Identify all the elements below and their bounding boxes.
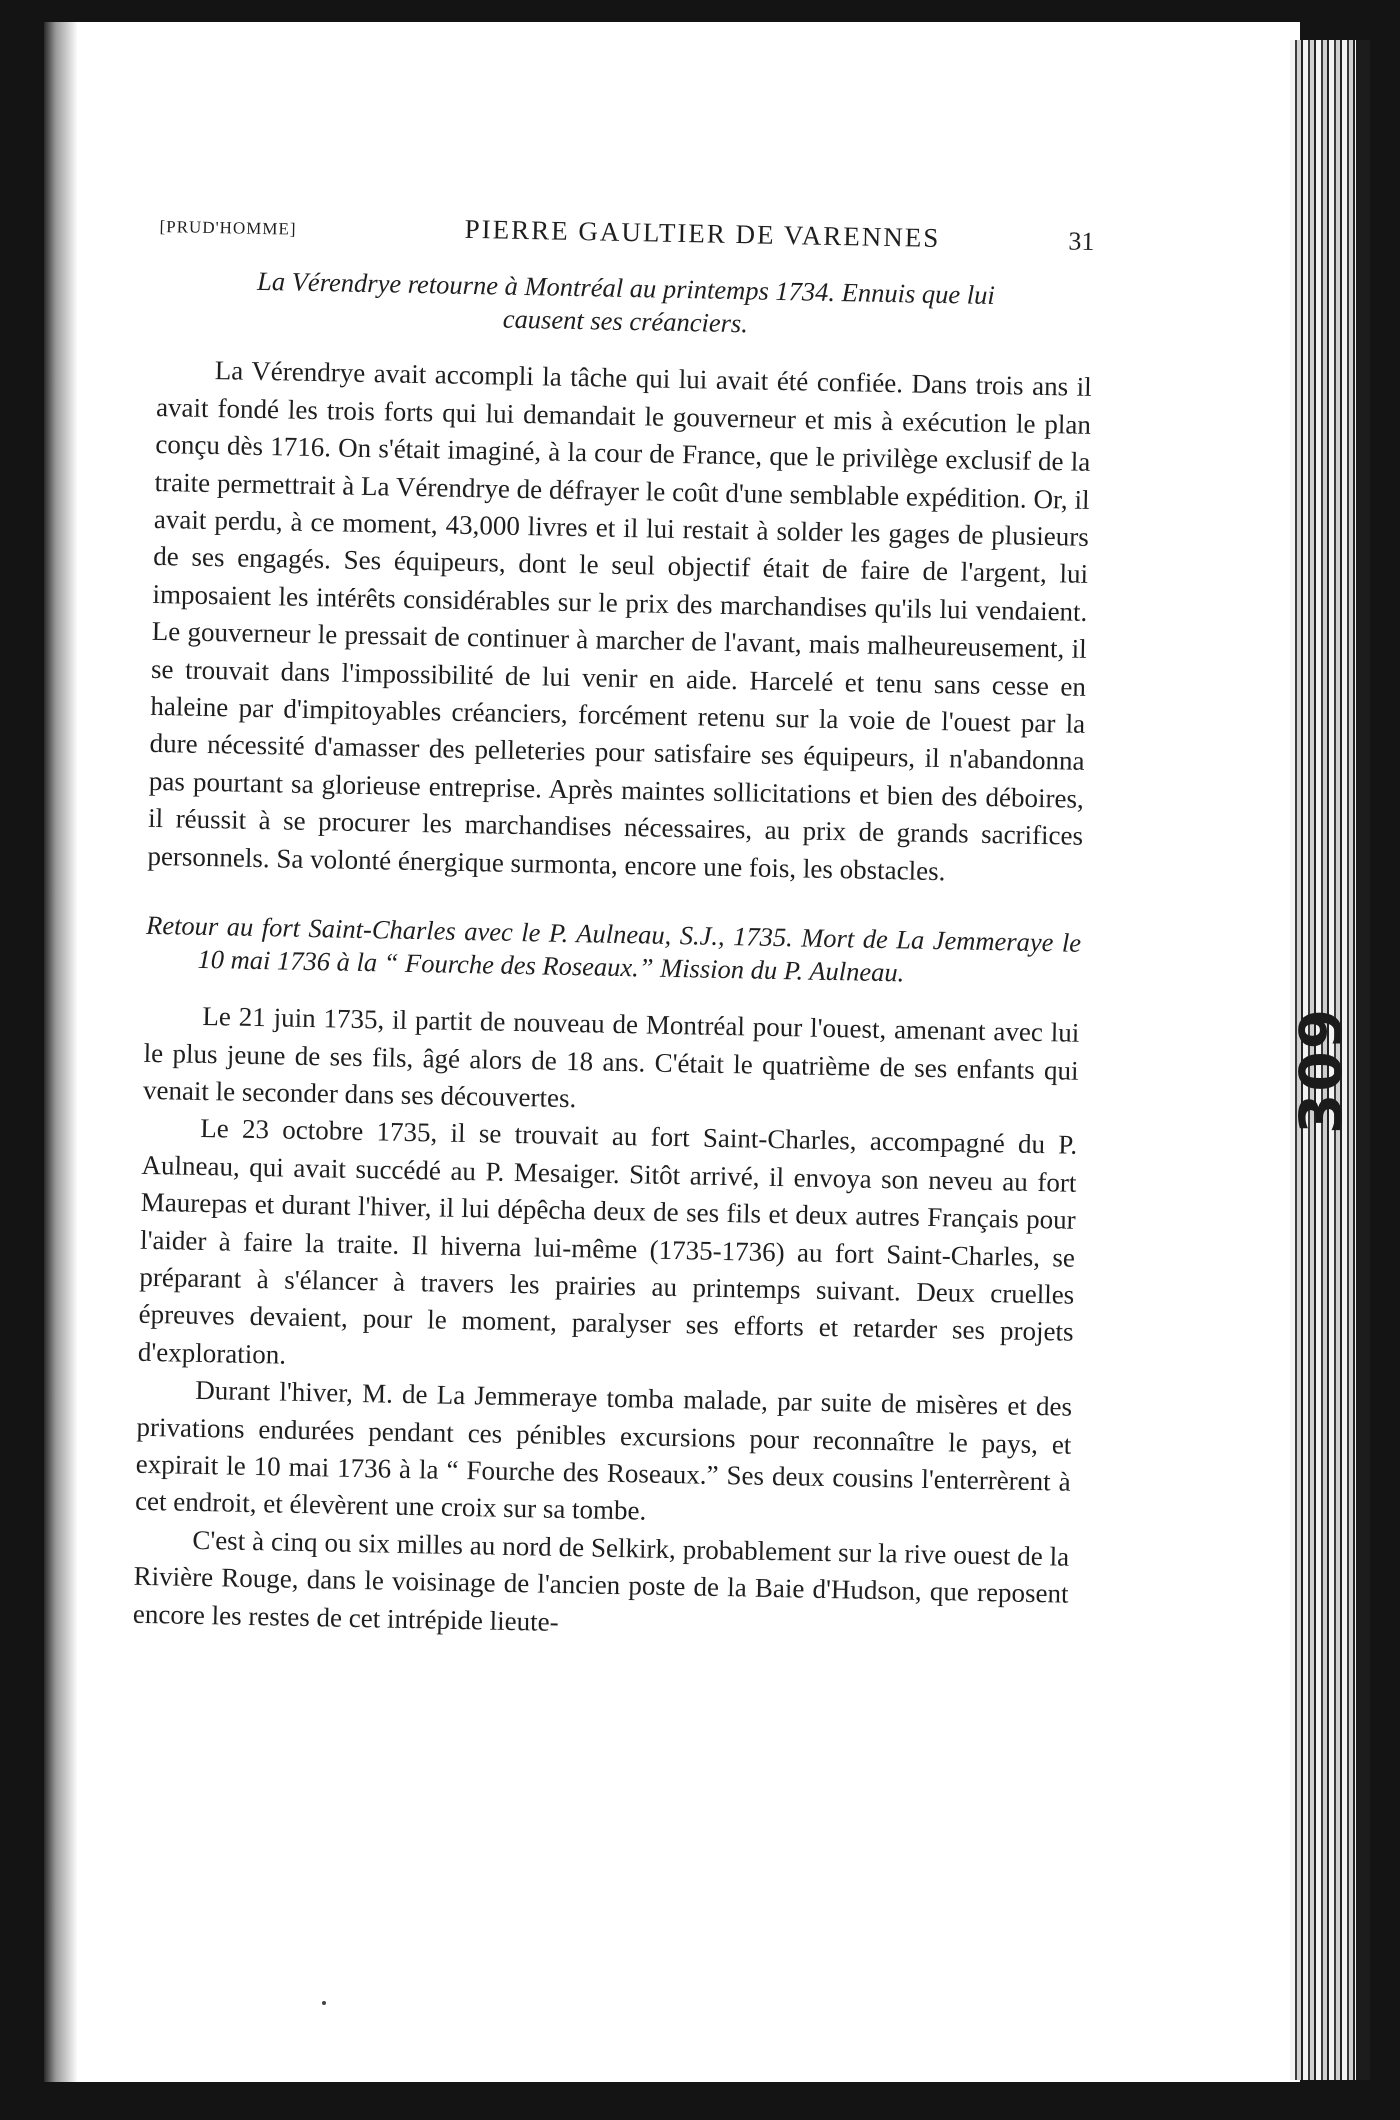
edge-stamp: 309 xyxy=(1287,1006,1355,1134)
paragraph: Durant l'hiver, M. de La Jemmeraye tomba malade, par suite de misères et des privations endurées pendant ces pénibles excursions pour reconnaître le pays, et expirait le 10 mai 1736 à la “ Fourche des Roseaux.” Ses deux cousins l'enterrèrent à cet endroit, et élevèrent une croix sur sa tombe. xyxy=(134,1375,1073,1526)
section-heading-1 xyxy=(158,263,1094,347)
page-number: 31 xyxy=(1068,226,1095,256)
running-head-title: PIERRE GAULTIER DE VARENNES xyxy=(464,213,941,253)
paragraph: C'est à cinq ou six milles au nord de Selkirk, probablement sur la rive ouest de la Rivière Rouge, dans le voisinage de l'ancien poste de la Baie d'Hudson, que reposent encore les restes de cet intrépide lieute- xyxy=(132,1524,1070,1637)
facing-page-edge xyxy=(44,22,78,2082)
text-block xyxy=(133,205,1095,1651)
section-heading-1-line-2: causent ses créanciers. xyxy=(502,304,749,339)
scan-speck xyxy=(322,2001,326,2005)
paragraph: Le 23 octobre 1735, il se trouvait au fort Saint-Charles, accompagné du P. Aulneau, qui avait succédé au P. Mesaiger. Sitôt arrivé, il envoya son neveu au fort Maurepas et durant l'hiver, il lui dépêcha deux de ses fils et deux autres Français pour l'aider à faire la traite. Il hiverna lui-même (1735-1736) au fort Saint-Charles, se préparant à s'élancer à travers les prairies au printemps suivant. Deux cruelles épreuves devaient, pour le moment, paralyser ses efforts et retarder ses projets d'exploration. xyxy=(137,1113,1078,1370)
section-heading-2: Retour au fort Saint-Charles avec le P. Aulneau, S.J., 1735. Mort de La Jemmeraye le 10 mai 1736 à la “ Fourche des Roseaux.” Mission du P. Aulneau. xyxy=(145,909,1082,988)
section-heading-1-line-1: La Vérendrye retourne à Montréal au printemps 1734. Ennuis que lui xyxy=(256,266,996,311)
paragraph: La Vérendrye avait accompli la tâche qui lui avait été confiée. Dans trois ans il avait fondé les trois forts qui lui demandait le gouverneur et mis à exécution le plan conçu dès 1716. On s'était imaginé, à la cour de France, que le privilège exclusif de la traite permettrait à La Vérendrye de défrayer le coût d'une semblable expédition. Or, il avait perdu, à ce moment, 43,000 livres et il lui restait à solder les gages de plusieurs de ses engagés. Ses équipeurs, dont le seul objectif était de faire de l'argent, lui imposaient les intérêts considérables sur le prix des marchandises qu'ils lui vendaient. Le gouverneur le pressait de continuer à marcher de l'avant, mais malheureusement, il se trouvait dans l'impossibilité de lui venir en aide. Harcelé et tenu sans cesse en haleine par d'impitoyables créanciers, forcément retenu sur la voie de l'ouest par la dure nécessité d'amasser des pelleteries pour satisfaire ses équipeurs, il n'abandonna pas pourtant sa glorieuse entreprise. Après maintes sollicitations et bien des déboires, il réussit à se procurer les marchandises nécessaires, au prix de grands sacrifices personnels. Sa volonté énergique surmonta, encore une fois, les obstacles. xyxy=(147,355,1092,886)
running-head-tag: [PRUD'HOMME] xyxy=(159,216,297,239)
paragraph: Le 21 juin 1735, il partit de nouveau de Montréal pour l'ouest, amenant avec lui le plus jeune de ses fils, âgé alors de 18 ans. C'était le quatrième de ses enfants qui venait le seconder dans ses découvertes. xyxy=(142,1001,1080,1114)
